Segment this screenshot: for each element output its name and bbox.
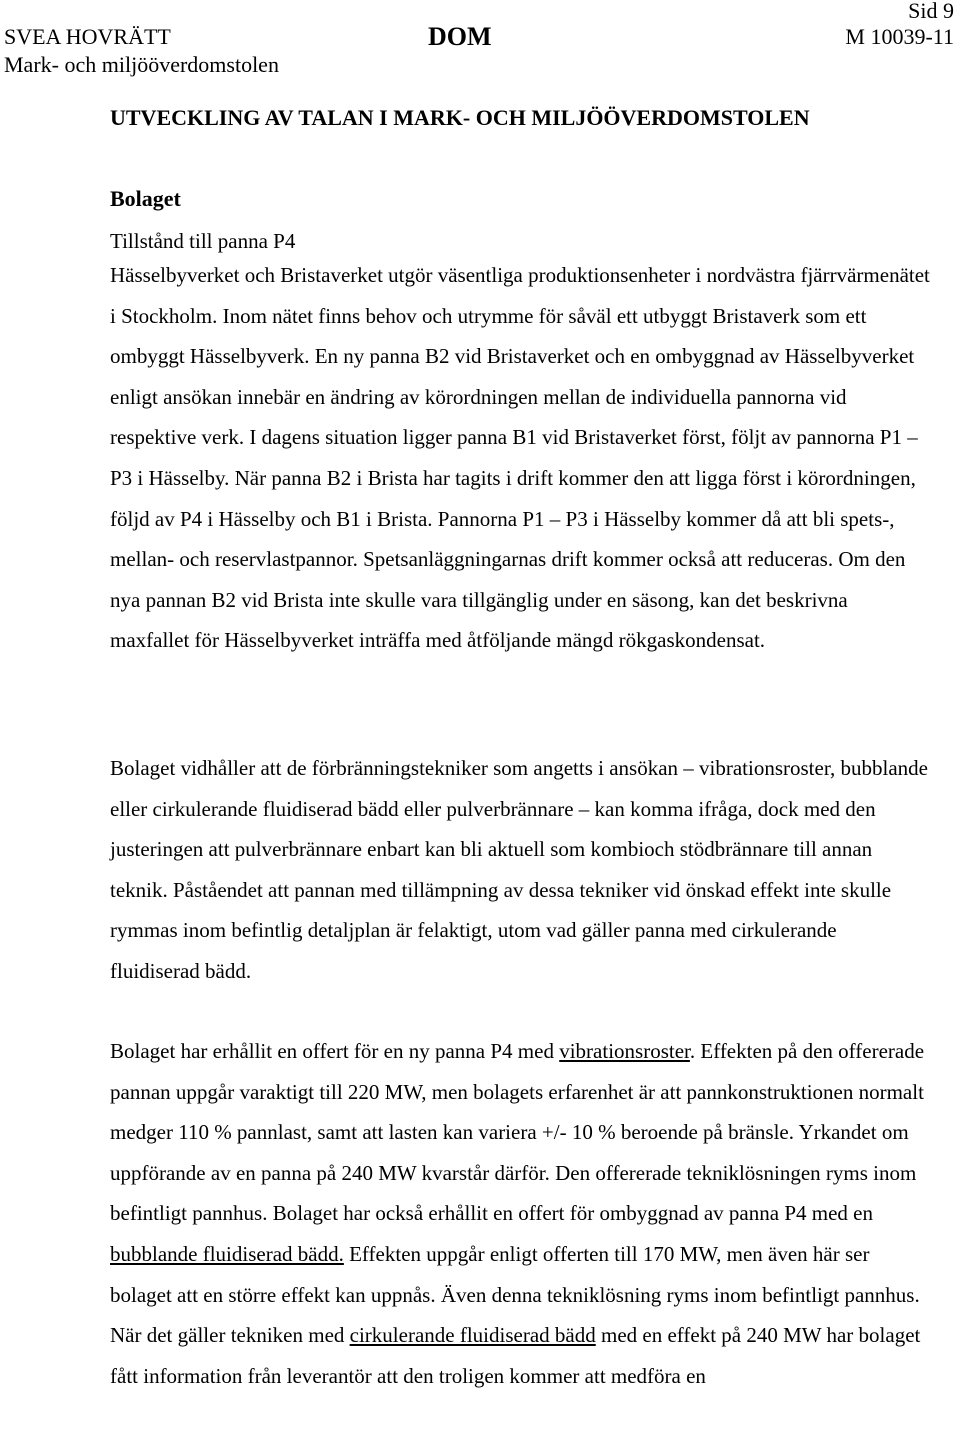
case-number: M 10039-11: [845, 24, 954, 49]
paragraph-3-text-3: Effekten uppgår enligt offerten till 170 MW, men även här ser bolaget att en större effekt kan uppnås. Även denna tekniklösning ryms inom befintligt pannhus. När det gäller tekniken med: [110, 1241, 920, 1348]
department-name: Mark- och miljööverdomstolen: [4, 52, 279, 77]
paragraph-3-text-1: Bolaget har erhållit en offert för en ny panna P4 med: [110, 1039, 560, 1063]
paragraph-2: Bolaget vidhåller att de förbränningstekniker som angetts i ansökan – vibrationsroster, bubblande eller cirkulerande fluidiserad bädd eller pulverbrännare – kan komma ifråga, dock med den justeringen att pulverbrännare enbart kan bli aktuell som kombioch stödbrännare till annan teknik. Påståendet att pannan med tillämpning av dessa tekniker vid önskad effekt inte skulle rymmas inom befintlig detaljplan är felaktigt, utom vad gäller panna med cirkulerande fluidiserad bädd.: [110, 756, 928, 983]
document-type: DOM: [428, 22, 492, 51]
subheading: Tillstånd till panna P4: [110, 229, 296, 253]
section-title: UTVECKLING AV TALAN I MARK- OCH MILJÖÖVERDOMSTOLEN: [110, 105, 810, 130]
paragraph-3: [110, 1031, 930, 1396]
party-heading: Bolaget: [110, 186, 181, 211]
underlined-bubblande-fluidiserad-badd: bubblande fluidiserad bädd.: [110, 1241, 344, 1266]
page-number: Sid 9: [908, 0, 954, 23]
paragraph-3-text-2: . Effekten på den offererade pannan uppgår varaktigt till 220 MW, men bolagets erfarenhet är att pannkonstruktionen normalt medger 110 % pannlast, samt att lasten kan variera +/- 10 % beroende på bränsle. Yrkandet om uppförande av en panna på 240 MW kvarstår därför. Den offererade tekniklösningen ryms inom befintligt pannhus. Bolaget har också erhållit en offert för ombyggnad av panna P4 med en: [110, 1039, 925, 1226]
court-name: SVEA HOVRÄTT: [4, 24, 171, 49]
paragraph-1: Hässelbyverket och Bristaverket utgör väsentliga produktionsenheter i nordvästra fjärrvärmenätet i Stockholm. Inom nätet finns behov och utrymme för såväl ett utbyggt Bristaverk som ett ombyggt Hässelbyverk. En ny panna B2 vid Bristaverket och en ombyggnad av Hässelbyverket enligt ansökan innebär en ändring av körordningen mellan de individuella pannorna vid respektive verk. I dagens situation ligger panna B1 vid Bristaverket först, följt av pannorna P1 – P3 i Hässelby. När panna B2 i Brista har tagits i drift kommer den att ligga först i körordningen, följd av P4 i Hässelby och B1 i Brista. Pannorna P1 – P3 i Hässelby kommer då att bli spets-, mellan- och reservlastpannor. Spetsanläggningarnas drift kommer också att reduceras. Om den nya pannan B2 vid Brista inte skulle vara tillgänglig under en säsong, kan det beskrivna maxfallet för Hässelbyverket inträffa med åtföljande mängd rökgaskondensat.: [110, 263, 930, 653]
underlined-cirkulerande-fluidiserad-badd: cirkulerande fluidiserad bädd: [349, 1323, 596, 1348]
paragraph-3-text-4: med en effekt på 240 MW har bolaget fått information från leverantör att den troligen kommer att medföra en: [110, 1323, 921, 1388]
underlined-vibrationsroster: vibrationsroster: [559, 1039, 690, 1063]
